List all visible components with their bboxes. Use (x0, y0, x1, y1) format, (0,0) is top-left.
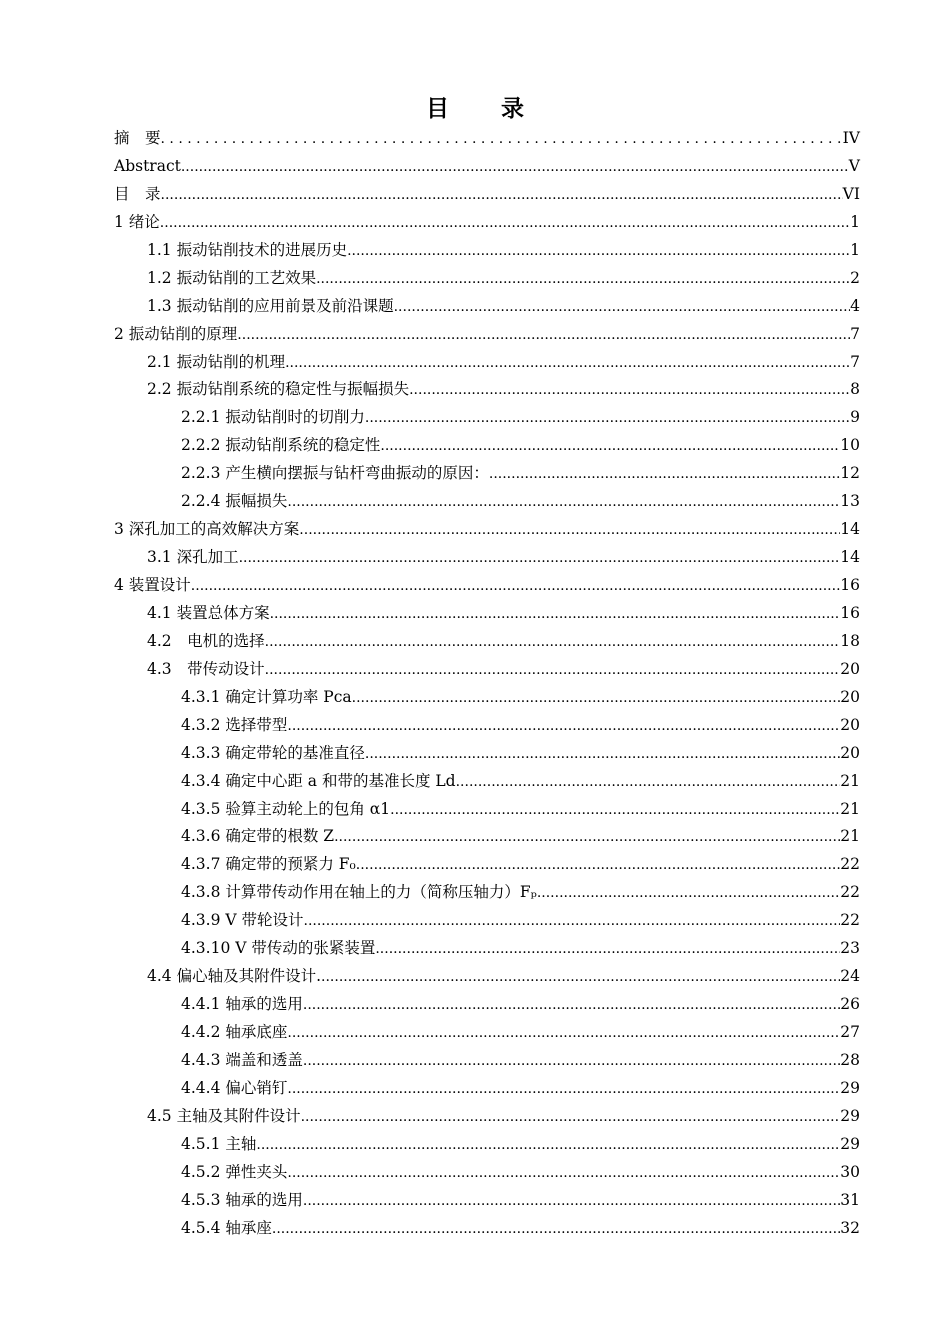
toc-entry-label: 4.3.4 确定中心距 a 和带的基准长度 Ld (181, 771, 456, 790)
toc-entry-page-number: 12 (840, 464, 860, 483)
toc-entry-page-number: 22 (840, 911, 860, 930)
toc-entry-page-number: 1 (850, 240, 860, 259)
toc-dot-leader (334, 824, 840, 852)
toc-entry-page-number: 26 (840, 995, 860, 1014)
toc-entry-label: 4.3.3 确定带轮的基准直径 (181, 743, 365, 762)
toc-entry[interactable] (114, 181, 860, 209)
toc-dot-leader (237, 322, 850, 350)
toc-dot-leader (303, 1188, 840, 1216)
toc-dot-leader (239, 545, 841, 573)
toc-entry-page-number: 16 (840, 603, 860, 622)
toc-entry[interactable] (114, 293, 860, 321)
toc-entry-label: 4.3.2 选择带型 (181, 715, 288, 734)
toc-entry-label: 1.1 振动钻削技术的进展历史 (147, 240, 348, 259)
toc-dot-leader (287, 489, 840, 517)
toc-entry-label: 4 装置设计 (114, 576, 191, 594)
toc-entry[interactable] (114, 544, 860, 572)
toc-dot-leader (365, 741, 840, 769)
toc-entry-label: 4.5.2 弹性夹头 (181, 1162, 288, 1181)
toc-dot-leader (347, 238, 850, 266)
toc-entry[interactable] (114, 768, 860, 796)
toc-entry-page-number: 14 (840, 520, 860, 539)
toc-entry[interactable] (114, 1215, 860, 1243)
toc-entry-label: 1.2 振动钻削的工艺效果 (147, 268, 317, 287)
page-title: 目 录 (425, 95, 546, 122)
toc-entry[interactable] (114, 684, 860, 712)
toc-entry-page-number: 30 (840, 1162, 860, 1181)
toc-entry-label: 4.3.9 V 带轮设计 (181, 911, 304, 930)
toc-dot-leader (299, 517, 840, 545)
toc-entry-page-number: 32 (840, 1218, 860, 1237)
toc-entry-page-number: 21 (840, 799, 860, 818)
toc-entry[interactable] (114, 488, 860, 516)
toc-entry-label: 2.2.3 产生横向摆振与钻杆弯曲振动的原因： (181, 464, 489, 483)
toc-entry[interactable] (114, 1103, 860, 1131)
toc-dot-leader (409, 377, 850, 405)
toc-entry[interactable] (114, 432, 860, 460)
toc-entry-page-number: 23 (840, 939, 860, 958)
table-of-contents (114, 125, 860, 1243)
toc-entry-label: 2.2 振动钻削系统的稳定性与振幅损失 (147, 380, 410, 399)
toc-entry-page-number: 21 (840, 771, 860, 790)
toc-dot-leader (303, 992, 840, 1020)
toc-dot-leader (321, 964, 840, 992)
toc-entry[interactable] (114, 237, 860, 265)
toc-entry-label: 4.4.3 端盖和透盖 (181, 1050, 303, 1069)
toc-dot-leader (304, 908, 841, 936)
toc-entry-page-number: 20 (840, 743, 860, 762)
toc-dot-leader (161, 126, 843, 154)
toc-entry-label: 1.3 振动钻削的应用前景及前沿课题 (147, 296, 394, 315)
toc-dot-leader (272, 1216, 840, 1244)
toc-entry-page-number: IV (842, 129, 860, 147)
toc-entry[interactable] (114, 460, 860, 488)
toc-entry-label: 4.4.2 轴承底座 (181, 1023, 288, 1041)
toc-entry[interactable] (114, 376, 860, 404)
toc-entry-page-number: 16 (840, 576, 860, 594)
toc-entry-page-number: 1 (850, 212, 860, 231)
toc-entry-page-number: 10 (840, 436, 860, 455)
toc-entry-label: 4.3 带传动设计 (147, 659, 265, 678)
toc-dot-leader (356, 852, 841, 880)
toc-dot-leader (287, 1160, 840, 1188)
toc-entry-label: 2.2.4 振幅损失 (181, 492, 288, 511)
toc-entry-page-number: V (848, 156, 860, 175)
toc-entry-label: 3.1 深孔加工 (147, 548, 239, 567)
toc-dot-leader (161, 182, 843, 210)
toc-dot-leader (365, 405, 850, 433)
toc-entry[interactable] (114, 265, 860, 293)
toc-entry-page-number: 31 (840, 1190, 860, 1209)
toc-entry-page-number: 28 (840, 1050, 860, 1069)
toc-entry-label: Abstract (114, 156, 181, 175)
toc-dot-leader (256, 1132, 840, 1160)
toc-dot-leader (181, 154, 849, 182)
toc-entry[interactable] (114, 404, 860, 432)
toc-entry-page-number: 9 (850, 408, 860, 427)
toc-dot-leader (191, 573, 840, 601)
toc-entry-label: 4.5.4 轴承座 (181, 1218, 272, 1237)
toc-entry[interactable] (114, 628, 860, 656)
toc-entry-page-number: 22 (840, 855, 860, 874)
toc-entry[interactable] (114, 656, 860, 684)
toc-entry-label: 4.5.1 主轴 (181, 1134, 257, 1153)
toc-entry-label: 4.3.1 确定计算功率 Pca (181, 687, 352, 706)
toc-dot-leader (352, 685, 841, 713)
toc-entry-label: 4.3.5 验算主动轮上的包角 α1 (181, 799, 391, 818)
toc-entry[interactable] (114, 796, 860, 824)
toc-entry[interactable] (114, 712, 860, 740)
toc-entry-label: 4.3.8 计算带传动作用在轴上的力（简称压轴力）Fₚ (181, 883, 537, 902)
toc-dot-leader (489, 461, 840, 489)
toc-entry-page-number: 7 (850, 352, 860, 371)
toc-dot-leader (390, 797, 840, 825)
toc-dot-leader (287, 713, 840, 741)
toc-entry-page-number: 29 (840, 1106, 860, 1125)
toc-entry-label: 3 深孔加工的高效解决方案 (114, 520, 300, 539)
toc-dot-leader (265, 657, 841, 685)
toc-entry-page-number: VI (842, 184, 860, 203)
toc-entry-page-number: 20 (840, 659, 860, 678)
toc-dot-leader (316, 266, 850, 294)
toc-entry-page-number: 20 (840, 687, 860, 706)
toc-entry-label: 4.2 电机的选择 (147, 631, 265, 650)
toc-entry[interactable] (114, 907, 860, 935)
toc-entry-page-number: 29 (840, 1134, 860, 1153)
toc-dot-leader (303, 1048, 840, 1076)
toc-entry-label: 2.2.2 振动钻削系统的稳定性 (181, 436, 381, 455)
toc-entry[interactable] (114, 1047, 860, 1075)
toc-entry-page-number: 21 (840, 827, 860, 846)
toc-entry[interactable] (114, 572, 860, 600)
toc-dot-leader (265, 629, 841, 657)
toc-entry-label: 目 录 (114, 184, 161, 203)
toc-entry[interactable] (114, 349, 860, 377)
toc-entry[interactable] (114, 209, 860, 237)
toc-dot-leader (375, 936, 840, 964)
toc-entry-label: 4.1 装置总体方案 (147, 603, 270, 622)
toc-dot-leader (456, 769, 841, 797)
toc-entry-label: 2 振动钻削的原理 (114, 324, 238, 343)
toc-entry-page-number: 24 (840, 967, 860, 986)
toc-entry-page-number: 27 (840, 1023, 860, 1041)
toc-dot-leader (160, 210, 850, 238)
toc-entry-page-number: 20 (840, 715, 860, 734)
toc-entry-label: 4.3.7 确定带的预紧力 F₀ (181, 855, 356, 874)
toc-dot-leader (537, 880, 840, 908)
toc-dot-leader (394, 294, 851, 322)
toc-entry-page-number: 8 (850, 380, 860, 399)
toc-entry[interactable] (114, 516, 860, 544)
toc-entry-label: 摘 要 (114, 129, 161, 147)
toc-entry[interactable] (114, 600, 860, 628)
toc-dot-leader (270, 601, 841, 629)
toc-entry-page-number: 7 (850, 324, 860, 343)
toc-entry-label: 4.3.10 V 带传动的张紧装置 (181, 939, 376, 958)
toc-entry[interactable] (114, 879, 860, 907)
toc-dot-leader (380, 433, 840, 461)
toc-entry[interactable] (114, 935, 860, 963)
toc-entry[interactable] (114, 991, 860, 1019)
toc-entry-label: 4.4.1 轴承的选用 (181, 995, 303, 1014)
toc-entry[interactable] (114, 1131, 860, 1159)
toc-dot-leader (287, 1076, 840, 1104)
toc-entry-page-number: 14 (840, 548, 860, 567)
toc-entry-label: 4.5 主轴及其附件设计 (147, 1106, 301, 1125)
toc-entry-page-number: 18 (840, 631, 860, 650)
toc-entry-label: 1 绪论 (114, 212, 160, 231)
toc-entry[interactable] (114, 1019, 860, 1047)
toc-entry-page-number: 13 (840, 492, 860, 511)
toc-entry[interactable] (114, 321, 860, 349)
toc-entry-label: 4.4.4 偏心销钉 (181, 1078, 288, 1097)
toc-entry-label: 4.5.3 轴承的选用 (181, 1190, 303, 1209)
toc-entry[interactable] (114, 125, 860, 153)
toc-entry-label: 2.2.1 振动钻削时的切削力 (181, 408, 365, 427)
toc-entry[interactable] (114, 851, 860, 879)
toc-dot-leader (287, 1020, 840, 1048)
toc-entry[interactable] (114, 740, 860, 768)
toc-entry-label: 2.1 振动钻削的机理 (147, 352, 286, 371)
toc-entry[interactable] (114, 823, 860, 851)
toc-entry[interactable] (114, 1159, 860, 1187)
toc-entry-page-number: 29 (840, 1078, 860, 1097)
toc-entry-label: 4.3.6 确定带的根数 Z (181, 827, 335, 846)
toc-entry[interactable] (114, 963, 860, 991)
toc-entry[interactable] (114, 153, 860, 181)
toc-entry[interactable] (114, 1075, 860, 1103)
toc-dot-leader (285, 350, 850, 378)
toc-entry-label: 4.4 偏心轴及其附件设计. (147, 967, 322, 986)
toc-dot-leader (301, 1104, 841, 1132)
toc-entry-page-number: 22 (840, 883, 860, 902)
toc-entry-page-number: 2 (850, 268, 860, 287)
toc-entry[interactable] (114, 1187, 860, 1215)
toc-entry-page-number: 4 (850, 296, 860, 315)
